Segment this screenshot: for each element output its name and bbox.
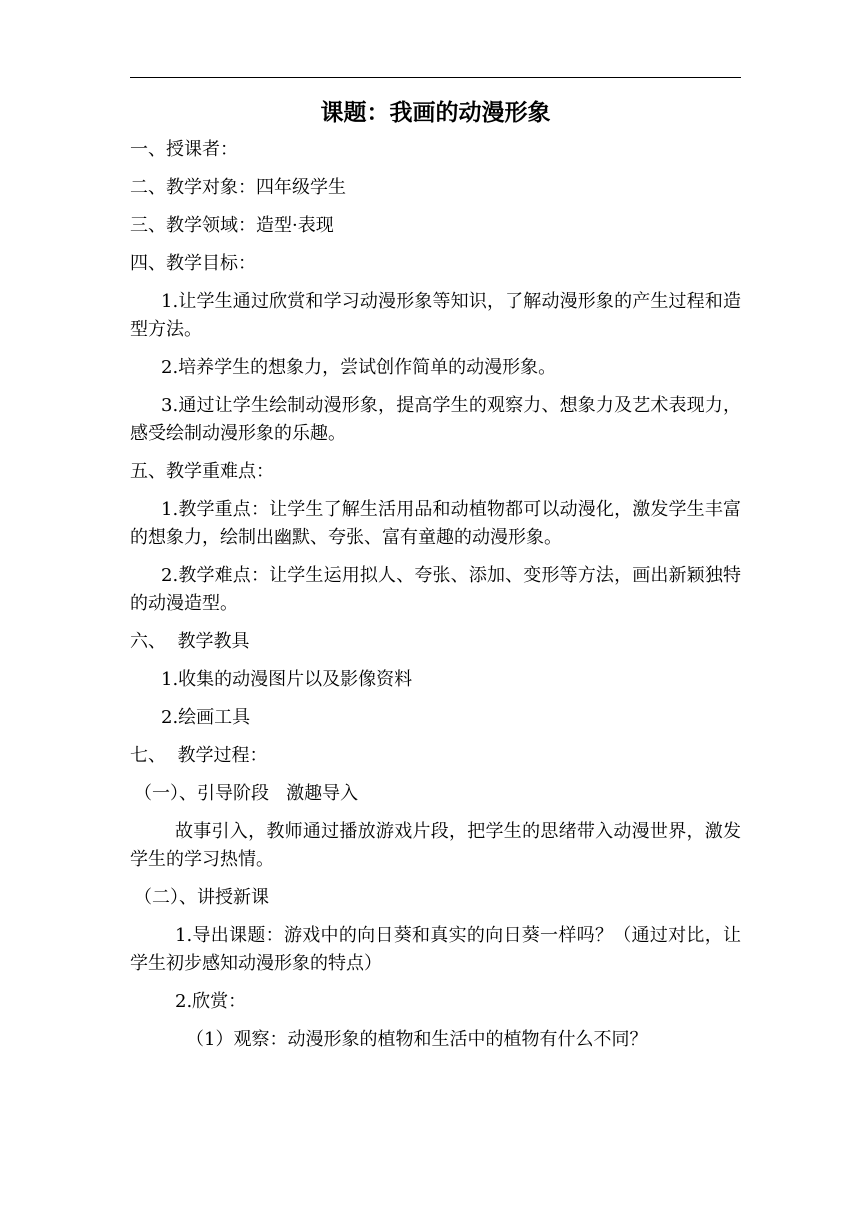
page-title: 课题：我画的动漫形象 <box>320 100 551 126</box>
section-process-heading: 七、 教学过程： <box>130 745 268 766</box>
stage2-item2: 2.欣赏： <box>175 991 247 1012</box>
goal-item: 2.培养学生的想象力，尝试创作简单的动漫形象。 <box>161 357 557 378</box>
section-audience: 二、教学对象：四年级学生 <box>130 177 346 198</box>
goal-item: 3.通过让学生绘制动漫形象，提高学生的观察力、想象力及艺术表现力，感受绘制动漫形象的乐趣。 <box>130 395 741 444</box>
stage1-text: 故事引入，教师通过播放游戏片段，把学生的思绪带入动漫世界，激发学生的学习热情。 <box>130 821 741 870</box>
stage2-heading: （二）、讲授新课 <box>134 887 269 908</box>
keypoint-item: 2.教学难点：让学生运用拟人、夸张、添加、变形等方法，画出新颖独特的动漫造型。 <box>130 565 741 614</box>
stage2-item1: 1.导出课题：游戏中的向日葵和真实的向日葵一样吗？（通过对比，让学生初步感知动漫形象的特点） <box>130 925 741 974</box>
stage2-item2-1: （1）观察：动漫形象的植物和生活中的植物有什么不同？ <box>186 1029 648 1050</box>
tool-item: 1.收集的动漫图片以及影像资料 <box>161 669 413 690</box>
section-goals-heading: 四、教学目标： <box>130 253 256 274</box>
document-body <box>130 96 741 1064</box>
section-tools-heading: 六、 教学教具 <box>130 631 250 652</box>
stage1-heading: （一）、引导阶段 激趣导入 <box>134 783 359 804</box>
section-teacher: 一、授课者： <box>130 139 238 160</box>
header-rule <box>130 77 741 78</box>
goal-item: 1.让学生通过欣赏和学习动漫形象等知识，了解动漫形象的产生过程和造型方法。 <box>130 291 741 340</box>
section-keypoints-heading: 五、教学重难点： <box>130 461 274 482</box>
keypoint-item: 1.教学重点：让学生了解生活用品和动植物都可以动漫化，激发学生丰富的想象力，绘制出幽默、夸张、富有童趣的动漫形象。 <box>130 499 741 548</box>
section-domain: 三、教学领域：造型·表现 <box>130 215 334 236</box>
tool-item: 2.绘画工具 <box>161 707 251 728</box>
